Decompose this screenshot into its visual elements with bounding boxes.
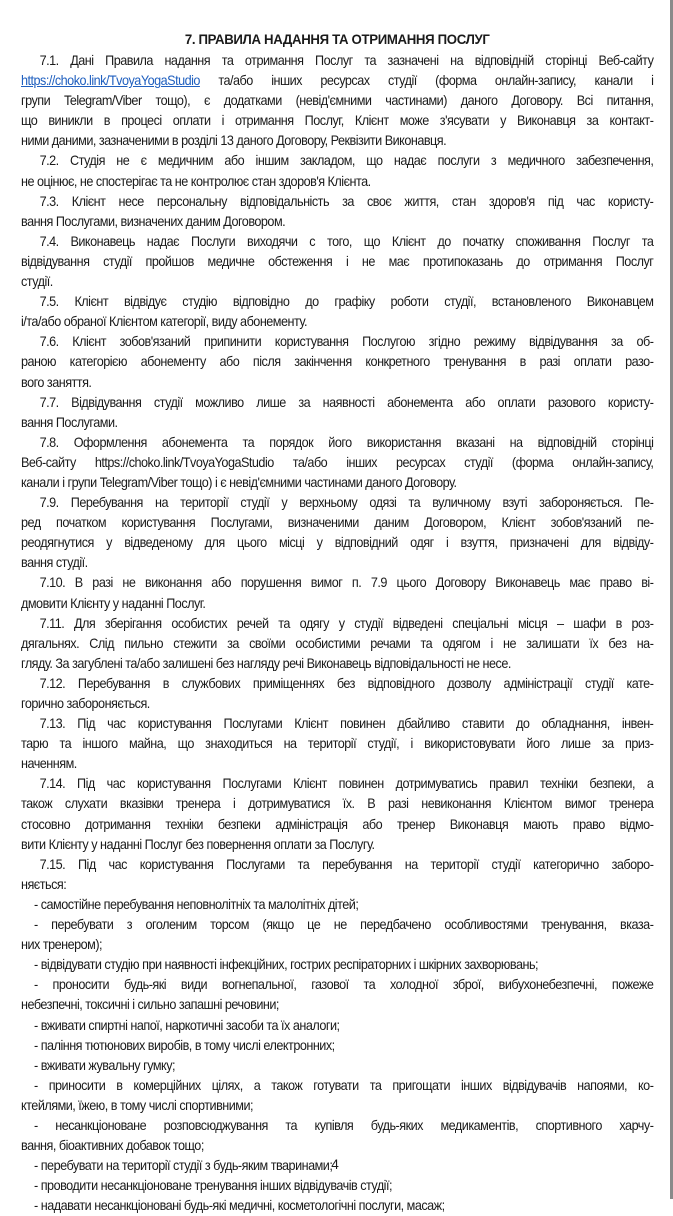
paragraph-7-10 (21, 573, 653, 613)
paragraph-line: гляду. За загублені та/або залишені без нагляду речі Виконавець відповідальності не несе. (21, 655, 511, 671)
list-item-line: - надавати несанкціоновані будь-які медичні, косметологічні послуги, масаж; (34, 1198, 445, 1214)
paragraph-line: 7.7. Відвідування студії можливо лише за наявності абонемента або оплати разового користу- (39, 394, 654, 410)
list-item-line: них тренером); (21, 937, 103, 953)
paragraph-line: 7.13. Під час користування Послугами Клієнт повинен дбайливо ставити до обладнання, інвен- (39, 716, 654, 732)
list-item-line: - проносити будь-які види вогнепальної, газової та холодної зброї, вибухонебезпечні, пожеже (34, 977, 654, 993)
paragraph-line: ред початком користування Послугами, визначеними даним Договором, Клієнт зобов'язаний пе- (21, 515, 654, 531)
paragraph-7-1 (21, 51, 653, 151)
paragraph-line: 7.3. Клієнт несе персональну відповідальність за своє життя, стан здоров'я під час користу- (39, 193, 654, 209)
paragraph-line: 7.5. Клієнт відвідує студію відповідно до графіку роботи студії, встановленого Виконавцем (39, 294, 654, 310)
list-item-line: - паління тютюнових виробів, в тому числі електронних; (34, 1037, 335, 1053)
list-item-line: - приносити в комерційних цілях, а також готувати та пригощати інших відвідувачів напоями, ко- (34, 1077, 654, 1093)
list-item (21, 1016, 653, 1036)
list-item-line: - вживати спиртні напої, наркотичні засоби та їх аналоги; (34, 1017, 340, 1033)
paragraph-line: 7.15. Під час користування Послугами та перебування на території студії категорично заборо- (39, 856, 654, 872)
website-link[interactable]: https://choko.link/TvoyaYogaStudio (21, 73, 200, 89)
paragraph-line: дягальнях. Слід пильно стежити за своїми особистими речами та одягом і не залишати їх без на- (21, 635, 654, 651)
paragraph-line: горично забороняється. (21, 696, 150, 711)
paragraph-line: ними даними, зазначеними в розділі 13 даного Договору, Реквізити Виконавця. (21, 133, 447, 149)
list-item-line: - вживати жувальну гумку; (34, 1057, 176, 1073)
paragraph-line: не оцінює, не спостерігає та не контролює стан здоров'я Клієнта. (21, 173, 371, 189)
paragraph-line (21, 71, 653, 91)
paragraph-line: відвідування студії пройшов медичне обстеження і не має протипоказань до отримання Послуг (21, 253, 654, 269)
list-item (21, 1196, 653, 1216)
paragraph-line: вання студії. (21, 555, 88, 571)
paragraph-7-11 (21, 614, 653, 674)
paragraph-line: студії. (21, 274, 53, 290)
list-item-line: вання, біоактивних добавок тощо; (21, 1138, 204, 1154)
paragraph-line: 7.8. Оформлення абонемента та порядок його використання вказані на відповідній сторінці (39, 434, 654, 450)
paragraph-line: що виникли в процесі оплати і отримання Послуг, Клієнт може з'ясувати у Виконавця за контакт- (21, 113, 654, 129)
list-item (21, 1116, 653, 1156)
section-title: 7. ПРАВИЛА НАДАННЯ ТА ОТРИМАННЯ ПОСЛУГ (184, 32, 490, 48)
list-item-line: - перебувати з оголеним торсом (якщо це не передбачено особливостями тренування, вказа- (34, 917, 654, 933)
paragraph-line: 7.6. Клієнт зобов'язаний припинити користування Послугою згідно режиму відвідування за об- (39, 334, 654, 350)
paragraph-line: 7.2. Студія не є медичним або іншим закладом, що надає послуги з медичного забезпечення, (39, 153, 654, 169)
list-item (21, 915, 653, 955)
paragraph-7-6 (21, 332, 653, 392)
paragraph-line: групи Telegram/Viber тощо), є додатками (невід'ємними частинами) даного Договору. Всі питання, (21, 93, 654, 109)
paragraph-line: вання Послугами, визначених даним Договором. (21, 213, 286, 229)
paragraph-7-7 (21, 393, 653, 433)
paragraph-7-12 (21, 674, 653, 714)
paragraph-line: вити Клієнту у наданні Послуг без повернення оплати за Послугу. (21, 836, 375, 852)
paragraph-7-2 (21, 151, 653, 191)
paragraph-line: Веб-сайту https://choko.link/TvoyaYogaStudio та/або інших ресурсах студії (форма онлайн-запису, (21, 454, 654, 470)
paragraph-7-5 (21, 292, 653, 332)
paragraph-line: реодягнутися у відведеному для цього місці у відповідний одяг і взуття, призначені для відвіду- (21, 535, 654, 551)
paragraph-line: тарю та іншого майна, що знаходиться на території студії, і використовувати його лише за приз- (21, 736, 654, 752)
paragraph-line: дмовити Клієнту у наданні Послуг. (21, 595, 206, 611)
paragraph-line: 7.12. Перебування в службових приміщеннях без відповідного дозволу адміністрації студії кате- (39, 675, 654, 691)
document-body (21, 30, 653, 1216)
paragraph-line: няється: (21, 876, 67, 892)
paragraph-7-15 (21, 855, 653, 895)
paragraph-line: наченням. (21, 756, 77, 772)
paragraph-7-8 (21, 433, 653, 493)
paragraph-line: 7.4. Виконавець надає Послуги виходячи с того, що Клієнт до початку споживання Послуг та (39, 233, 654, 249)
list-item-line: небезпечні, токсичні і сильно запашні речовини; (21, 997, 279, 1013)
list-item-line: - проводити несанкціоноване тренування інших відвідувачів студії; (34, 1178, 392, 1194)
list-item-line: - самостійне перебування неповнолітніх та малолітніх дітей; (34, 896, 359, 912)
list-item (21, 1056, 653, 1076)
list-item-line: - відвідувати студію при наявності інфекційних, гострих респіраторних і шкірних захворювань; (34, 957, 539, 973)
list-item (21, 975, 653, 1015)
list-item (21, 1176, 653, 1196)
paragraph-line: і/та/або обраної Клієнтом категорії, виду абонементу. (21, 314, 307, 330)
paragraph-line: канали і групи Telegram/Viber тощо) і є невід'ємними частинами даного Договору. (21, 474, 457, 490)
paragraph-line-text: та/або інших ресурсах студії (форма онлайн-запису, канали і (218, 73, 654, 89)
paragraph-line: стосовно дотримання техніки безпеки адміністрація або тренер Виконавця мають право відмо- (21, 816, 654, 832)
paragraph-7-4 (21, 232, 653, 292)
paragraph-line: вання Послугами. (21, 414, 118, 430)
page-number: 4 (331, 1157, 339, 1172)
paragraph-7-13 (21, 714, 653, 774)
paragraph-line: 7.14. Під час користування Послугами Клієнт повинен дотримуватись правил техніки безпеки, а (39, 776, 654, 792)
paragraph-line: 7.11. Для зберігання особистих речей та одягу у студії відведені спеціальні місця – шафи в роз- (39, 615, 654, 631)
paragraph-line: вого заняття. (21, 374, 92, 390)
paragraph-line: 7.9. Перебування на території студії у верхньому одязі та вуличному взуті забороняється. Пе- (39, 495, 654, 511)
paragraph-7-9 (21, 493, 653, 573)
paragraph-line: раною категорією абонементу або після закінчення конкретного тренування в разі оплати разо- (21, 354, 654, 370)
paragraph-7-14 (21, 774, 653, 854)
paragraph-7-3 (21, 192, 653, 232)
list-item-line: - несанкціоноване розповсюджування та купівля будь-яких медикаментів, спортивного харчу- (34, 1117, 654, 1133)
list-item-line: ктейлями, їжею, в тому числі спортивними; (21, 1097, 254, 1113)
list-item (21, 955, 653, 975)
paragraph-line: 7.1. Дані Правила надання та отримання Послуг та зазначені на відповідній сторінці Веб-сайту (39, 53, 654, 68)
paragraph-line: 7.10. В разі не виконання або порушення вимог п. 7.9 цього Договору Виконавець має право ві- (39, 575, 654, 591)
list-item (21, 1036, 653, 1056)
list-item (21, 895, 653, 915)
paragraph-line: також слухати вказівки тренера і дотримуватися їх. В разі невиконання Клієнтом вимог тренера (21, 796, 654, 812)
list-item-line: - перебувати на території студії з будь-яким тваринами; (34, 1158, 333, 1174)
list-item (21, 1076, 653, 1116)
